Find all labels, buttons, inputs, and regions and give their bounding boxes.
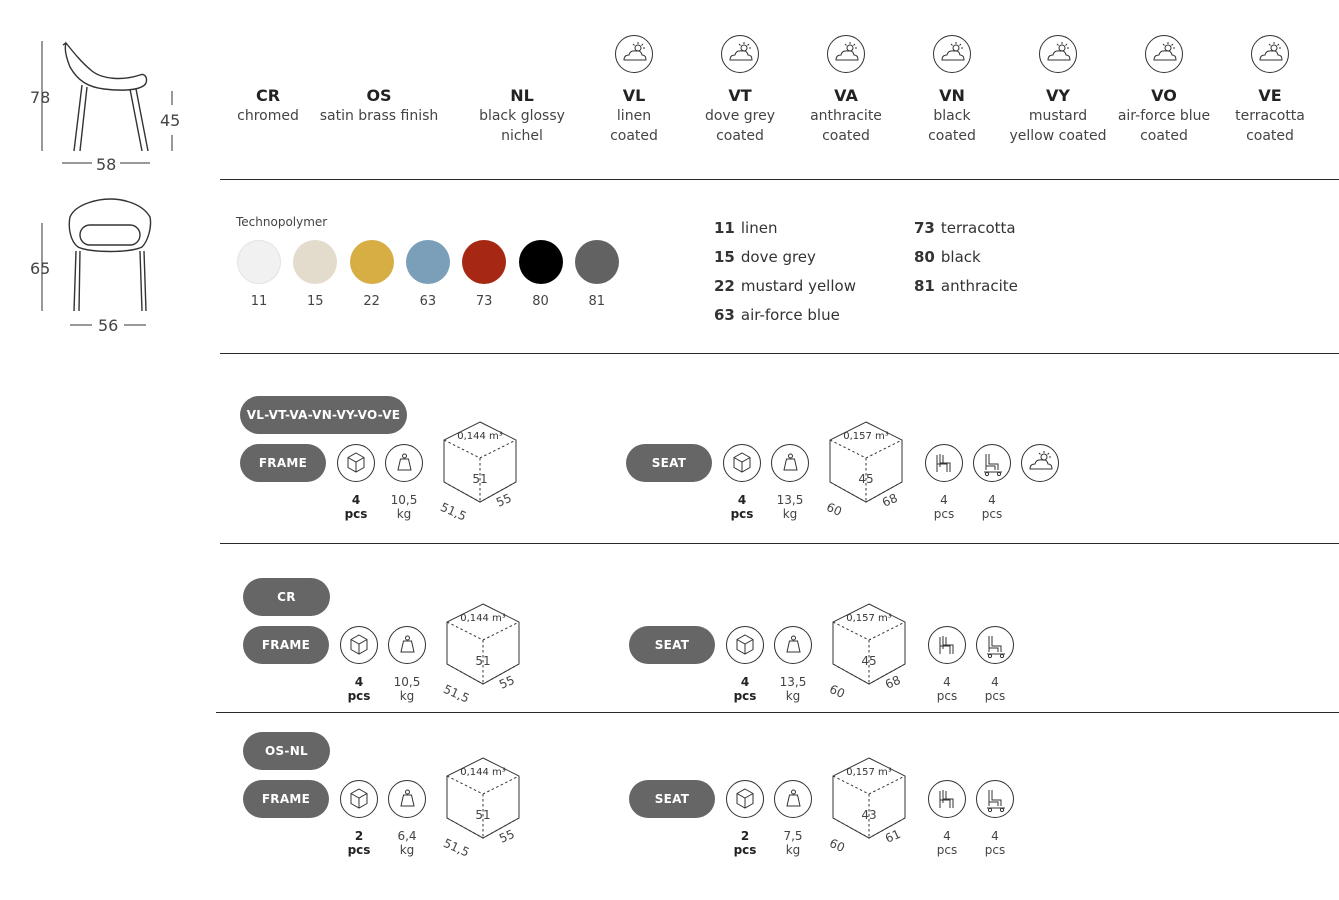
package-box-icon (725, 625, 765, 665)
side-height-dim: 78 (30, 88, 51, 107)
color-legend-item (714, 306, 840, 324)
weight-icon (773, 625, 813, 665)
box-weight: 13,5 kg (779, 675, 807, 703)
finish-item-vo (1104, 86, 1224, 146)
box-width: 68 (883, 672, 903, 692)
finish-code: VO (1151, 86, 1177, 105)
trolley-count: 4 pcs (981, 493, 1003, 521)
pieces-per-box: 4 pcs (344, 493, 368, 521)
color-legend-code: 22 (714, 277, 735, 295)
finish-item-vt (680, 86, 800, 146)
box-weight: 13,5 kg (776, 493, 804, 521)
box-depth: 60 (827, 682, 847, 702)
box-volume: 0,144 m³ (460, 613, 506, 624)
color-swatch-code: 81 (588, 294, 606, 309)
box-depth: 51,5 (441, 836, 472, 860)
stackable-icon (924, 443, 964, 483)
color-legend-item (714, 219, 777, 237)
weight-icon (770, 443, 810, 483)
outdoor-weather-icon (720, 34, 760, 74)
finish-name: black coated (928, 108, 976, 144)
finish-group-label: VL-VT-VA-VN-VY-VO-VE (240, 396, 407, 434)
color-legend-item (914, 277, 1018, 295)
box-weight: 10,5 kg (393, 675, 421, 703)
frame-label: FRAME (240, 444, 326, 482)
finish-name: dove grey coated (704, 108, 776, 144)
package-box-icon (339, 779, 379, 819)
color-legend-code: 11 (714, 219, 735, 237)
color-legend-name: anthracite (940, 277, 1018, 295)
finish-code: OS (366, 86, 392, 105)
box-width: 55 (497, 826, 517, 846)
box-height: 51 (475, 808, 491, 822)
finish-group-label: CR (243, 578, 330, 616)
box-volume: 0,144 m³ (460, 767, 506, 778)
box-height: 45 (858, 472, 874, 486)
pieces-per-box: 2 pcs (733, 829, 757, 857)
box-width: 61 (883, 826, 903, 846)
trolley-icon (975, 779, 1015, 819)
box-width: 68 (880, 490, 900, 510)
color-swatch-code: 22 (363, 294, 380, 309)
color-swatch-code: 80 (532, 294, 549, 309)
color-legend-name: terracotta (940, 219, 1016, 237)
technopolymer-label: Technopolymer (236, 215, 328, 229)
box-weight: 6,4 kg (397, 829, 417, 857)
package-box-icon (339, 625, 379, 665)
color-swatch-63 (406, 240, 450, 284)
weight-icon (387, 625, 427, 665)
color-legend-name: linen (740, 219, 778, 237)
stack-count: 4 pcs (936, 675, 958, 703)
finish-item-nl (462, 86, 582, 146)
divider (220, 543, 1339, 544)
finish-code: VE (1258, 86, 1282, 105)
weight-icon (384, 443, 424, 483)
box-volume: 0,144 m³ (457, 431, 503, 442)
pieces-per-box: 4 pcs (733, 675, 757, 703)
outdoor-weather-icon (1038, 34, 1078, 74)
pieces-per-box: 4 pcs (347, 675, 371, 703)
color-legend-name: dove grey (740, 248, 816, 266)
stack-count: 4 pcs (933, 493, 955, 521)
stack-count: 4 pcs (936, 829, 958, 857)
color-legend-code: 15 (714, 248, 735, 266)
box-height: 45 (861, 654, 877, 668)
color-swatch-code: 73 (475, 294, 493, 309)
seat-label: SEAT (626, 444, 712, 482)
outdoor-weather-icon (1144, 34, 1184, 74)
finish-name: anthracite coated (810, 108, 882, 144)
package-box-icon (725, 779, 765, 819)
divider (216, 712, 1339, 713)
box-volume: 0,157 m³ (846, 767, 892, 778)
finish-item-cr (208, 86, 328, 126)
color-swatch-code: 63 (419, 294, 437, 309)
pieces-per-box: 4 pcs (730, 493, 754, 521)
package-box-icon (722, 443, 762, 483)
finish-code: VT (728, 86, 752, 105)
chair-front-view-drawing (30, 195, 190, 335)
trolley-count: 4 pcs (984, 829, 1006, 857)
finish-name: mustard yellow coated (1009, 108, 1107, 144)
color-legend-code: 63 (714, 306, 735, 324)
finish-item-va (786, 86, 906, 146)
color-legend-code: 73 (914, 219, 935, 237)
color-legend-item (714, 248, 816, 266)
front-width-dim: 56 (98, 316, 119, 335)
finish-name: chromed (237, 108, 299, 124)
outdoor-weather-icon (1250, 34, 1290, 74)
finish-code: CR (255, 86, 281, 105)
box-depth: 60 (827, 836, 847, 856)
box-width: 55 (497, 672, 517, 692)
box-width: 55 (494, 490, 514, 510)
finish-name: satin brass finish (319, 108, 439, 124)
box-depth: 51,5 (441, 682, 472, 706)
finish-item-vn (892, 86, 1012, 146)
color-swatch-80 (519, 240, 563, 284)
trolley-icon (972, 443, 1012, 483)
color-legend-name: air-force blue (740, 306, 840, 324)
side-width-dim: 58 (96, 155, 117, 174)
color-legend-name: mustard yellow (740, 277, 856, 295)
box-weight: 10,5 kg (390, 493, 418, 521)
finish-name: linen coated (610, 108, 658, 144)
color-swatch-11 (237, 240, 281, 284)
divider (220, 353, 1339, 354)
finish-name: air-force blue coated (1117, 108, 1211, 144)
box-depth: 60 (824, 500, 844, 520)
box-depth: 51,5 (438, 500, 469, 524)
color-legend-code: 81 (914, 277, 935, 295)
finish-item-os (319, 86, 439, 126)
package-box-icon (336, 443, 376, 483)
color-swatch-15 (293, 240, 337, 284)
finish-code: NL (510, 86, 534, 105)
finish-item-vl (574, 86, 694, 146)
box-height: 43 (861, 808, 877, 822)
box-volume: 0,157 m³ (846, 613, 892, 624)
stackable-icon (927, 625, 967, 665)
color-swatch-code: 11 (250, 294, 268, 309)
box-height: 51 (472, 472, 488, 486)
color-legend-code: 80 (914, 248, 935, 266)
color-legend-item (914, 248, 981, 266)
seat-height-dim: 45 (160, 111, 181, 130)
color-legend-item (714, 277, 856, 295)
seat-label: SEAT (629, 780, 715, 818)
color-legend-name: black (940, 248, 981, 266)
box-height: 51 (475, 654, 491, 668)
color-swatch-81 (575, 240, 619, 284)
box-weight: 7,5 kg (783, 829, 803, 857)
color-legend-item (914, 219, 1016, 237)
outdoor-weather-icon (614, 34, 654, 74)
finish-name: terracotta coated (1235, 108, 1305, 144)
frame-label: FRAME (243, 626, 329, 664)
divider (220, 179, 1339, 180)
chair-side-view-drawing (30, 35, 190, 175)
outdoor-weather-icon (932, 34, 972, 74)
color-swatch-code: 15 (307, 294, 324, 309)
finish-item-vy (998, 86, 1118, 146)
finish-code: VY (1046, 86, 1070, 105)
finish-item-ve (1210, 86, 1330, 146)
weight-icon (387, 779, 427, 819)
finish-code: VL (622, 86, 646, 105)
frame-label: FRAME (243, 780, 329, 818)
outdoor-weather-icon (1020, 443, 1060, 483)
finish-code: VN (939, 86, 965, 105)
front-height-dim: 65 (30, 259, 51, 278)
box-volume: 0,157 m³ (843, 431, 889, 442)
finish-group-label: OS-NL (243, 732, 330, 770)
stackable-icon (927, 779, 967, 819)
seat-label: SEAT (629, 626, 715, 664)
finish-code: VA (834, 86, 858, 105)
weight-icon (773, 779, 813, 819)
trolley-icon (975, 625, 1015, 665)
trolley-count: 4 pcs (984, 675, 1006, 703)
color-swatch-22 (350, 240, 394, 284)
outdoor-weather-icon (826, 34, 866, 74)
finish-name: black glossy nichel (479, 108, 565, 144)
pieces-per-box: 2 pcs (347, 829, 371, 857)
color-swatch-73 (462, 240, 506, 284)
